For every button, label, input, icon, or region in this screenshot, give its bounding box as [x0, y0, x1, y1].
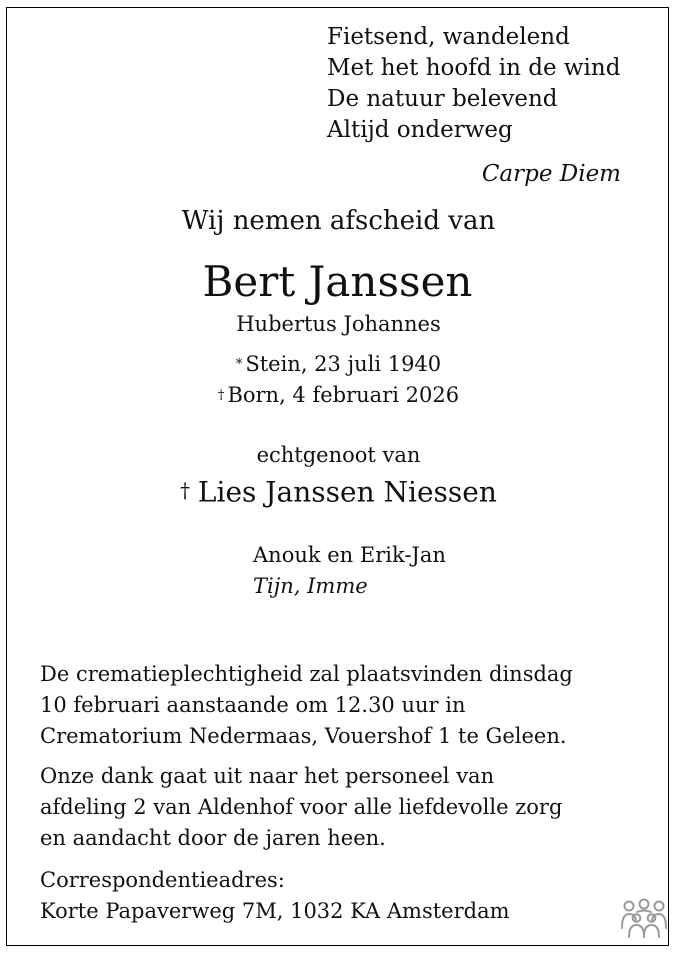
- farewell-heading: Wij nemen afscheid van: [181, 206, 496, 236]
- correspondence-address: Korte Papaverweg 7M, 1032 KA Amsterdam: [40, 899, 510, 923]
- thanks-paragraph: [40, 761, 562, 854]
- poem-line: De natuur belevend: [327, 86, 558, 112]
- spouse-name: Lies Janssen Niessen: [197, 475, 497, 509]
- ceremony-paragraph: [40, 659, 573, 752]
- thanks-line: en aandacht door de jaren heen.: [40, 826, 386, 850]
- spouse-death-symbol: †: [180, 479, 190, 502]
- thanks-line: Onze dank gaat uit naar het personeel van: [40, 764, 495, 788]
- family-children: Anouk en Erik-Jan: [253, 543, 446, 567]
- poem-line: Met het hoofd in de wind: [327, 55, 621, 81]
- poem: [327, 22, 620, 146]
- ceremony-line: De crematieplechtigheid zal plaatsvinden dinsdag: [40, 662, 573, 686]
- death-symbol: †: [217, 387, 225, 403]
- given-names: Hubertus Johannes: [236, 312, 441, 336]
- ceremony-line: Crematorium Nedermaas, Vouershof 1 te Geleen.: [40, 724, 567, 748]
- birth-symbol: *: [235, 356, 243, 372]
- correspondence-block: [40, 865, 510, 927]
- poem-line: Altijd onderweg: [327, 117, 513, 143]
- deceased-name: Bert Janssen: [202, 257, 473, 306]
- death-line: [0, 380, 677, 411]
- spouse-label: echtgenoot van: [256, 443, 421, 467]
- poem-line: Fietsend, wandelend: [327, 24, 570, 50]
- thanks-line: afdeling 2 van Aldenhof voor alle liefdevolle zorg: [40, 795, 563, 819]
- ceremony-line: 10 februari aanstaande om 12.30 uur in: [40, 693, 466, 717]
- family-block: [253, 540, 446, 602]
- people-group-icon: [619, 898, 669, 940]
- correspondence-label: Correspondentieadres:: [40, 868, 285, 892]
- spouse-line: [0, 472, 677, 511]
- family-grandchildren: Tijn, Imme: [253, 574, 368, 598]
- birth-details: Stein, 23 juli 1940: [245, 352, 442, 376]
- motto: Carpe Diem: [481, 161, 621, 187]
- birth-line: [0, 349, 677, 380]
- death-details: Born, 4 februari 2026: [227, 383, 460, 407]
